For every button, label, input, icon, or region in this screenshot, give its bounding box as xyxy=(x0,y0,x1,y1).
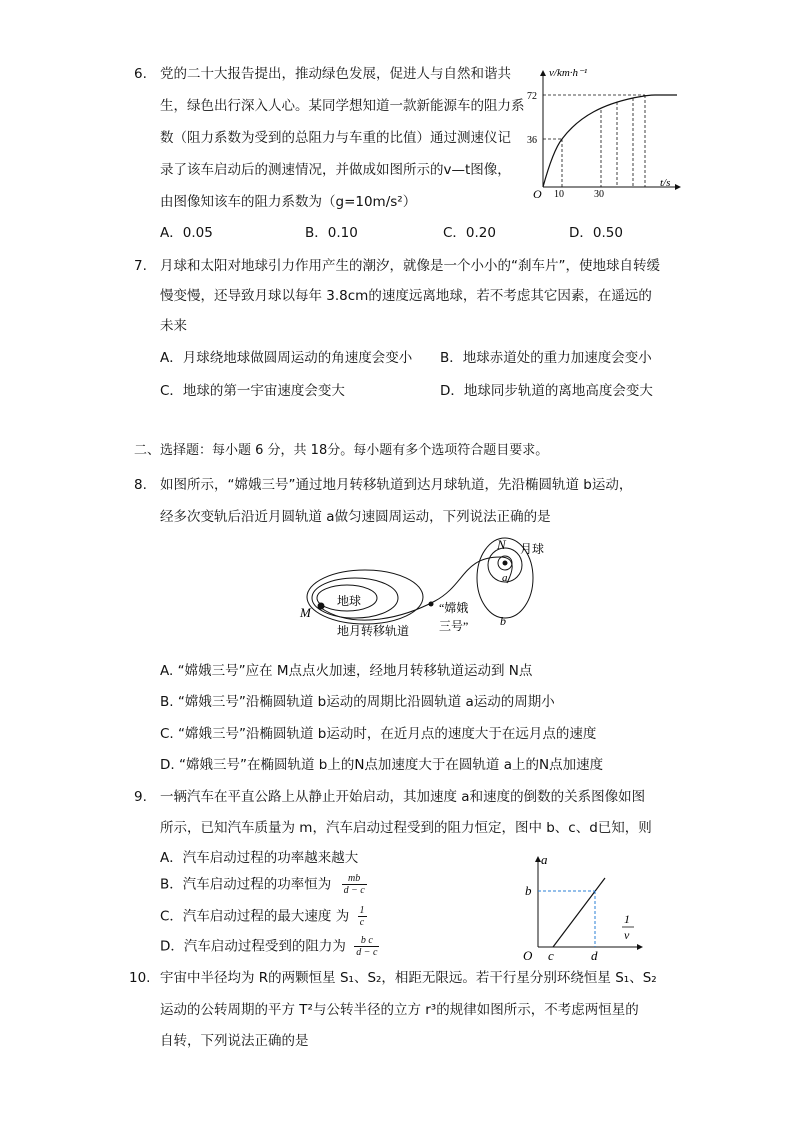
q7-number: 7. xyxy=(134,258,147,274)
q7-option-d[interactable]: D．地球同步轨道的离地高度会变大 xyxy=(440,383,653,399)
q6-option-c[interactable]: C．0.20 xyxy=(443,225,496,241)
q6-option-a[interactable]: A．0.05 xyxy=(160,225,213,241)
fraction-numerator: 1 xyxy=(359,905,365,916)
fraction-denominator: d − c xyxy=(343,885,365,896)
section-2-heading: 二、选择题：每小题 6 分，共 18分。每小题有多个选项符合题目要求。 xyxy=(134,443,549,458)
q6-line-2: 生，绿色出行深入人心。某同学想知道一款新能源车的阻力系 xyxy=(160,98,525,114)
q7-line-2: 慢变慢，还导致月球以每年 3.8cm的速度远离地球，若不考虑其它因素，在遥远的 xyxy=(160,288,652,304)
fraction-numerator: b c xyxy=(354,935,379,947)
q9-option-d[interactable] xyxy=(160,935,379,958)
q6-line-4: 录了该车启动后的测速情况，并做成如图所示的v—t图像， xyxy=(160,162,511,178)
q10-line-3: 自转，下列说法正确的是 xyxy=(160,1033,309,1049)
a-graph xyxy=(515,850,645,965)
label-transfer-orbit: 地月转移轨道 xyxy=(337,624,410,638)
q9-option-c-fraction xyxy=(358,905,367,928)
b-tick-label: b xyxy=(525,883,532,898)
vt-xlabel: t/s xyxy=(660,177,671,189)
q8-option-c[interactable]: C. “嫦娥三号”沿椭圆轨道 b运动时，在近月点的速度大于在远月点的速度 xyxy=(160,726,597,742)
label-moon: 月球 xyxy=(520,542,545,556)
q10-line-1: 宇宙中半径均为 R的两颗恒星 S₁、S₂，相距无限远。若干行星分别环绕恒星 S₁、S₂ xyxy=(160,970,657,986)
q8-option-b[interactable]: B. “嫦娥三号”沿椭圆轨道 b运动的周期比沿圆轨道 a运动的周期小 xyxy=(160,694,555,710)
vt-ytick-72: 72 xyxy=(527,91,537,102)
vt-ylabel: v/km·h⁻¹ xyxy=(549,67,588,79)
q9-option-b-text: B．汽车启动过程的功率恒为 xyxy=(160,876,332,893)
q8-option-d[interactable]: D. “嫦娥三号”在椭圆轨道 b上的N点加速度大于在圆轨道 a上的N点加速度 xyxy=(160,757,604,773)
q9-number: 9. xyxy=(134,789,147,805)
x-axis-numerator: 1 xyxy=(624,912,630,926)
q8-line-1: 如图所示，“嫦娥三号”通过地月转移轨道到达月球轨道，先沿椭圆轨道 b运动， xyxy=(160,477,633,493)
q8-number: 8. xyxy=(134,477,147,493)
label-m: M xyxy=(300,605,311,620)
q9-option-b[interactable] xyxy=(160,873,367,896)
q6-number: 6. xyxy=(134,66,147,82)
fraction-denominator: c xyxy=(359,917,365,928)
q9-line-1: 一辆汽车在平直公路上从静止开始启动，其加速度 a和速度的倒数的关系图像如图 xyxy=(160,789,646,805)
q6-line-1: 党的二十大报告提出，推动绿色发展，促进人与自然和谐共 xyxy=(160,66,511,82)
vt-ytick-36: 36 xyxy=(527,135,537,146)
q6-line-5: 由图像知该车的阻力系数为（g=10m/s²） xyxy=(160,194,417,210)
origin-label: O xyxy=(523,948,533,963)
q10-number: 10. xyxy=(129,970,151,986)
q7-line-3: 未来 xyxy=(160,318,187,334)
label-orbit-a: a xyxy=(502,572,508,584)
orbit-diagram xyxy=(295,535,550,645)
q9-line-2: 所示，已知汽车质量为 m，汽车启动过程受到的阻力恒定，图中 b、c、d已知，则 xyxy=(160,820,652,836)
x-axis-denominator: v xyxy=(624,928,630,942)
q6-line-3: 数（阻力系数为受到的总阻力与车重的比值）通过测速仪记 xyxy=(160,130,511,146)
q7-option-a[interactable]: A．月球绕地球做圆周运动的角速度会变小 xyxy=(160,350,413,366)
label-earth: 地球 xyxy=(337,594,362,608)
q8-option-a[interactable]: A. “嫦娥三号”应在 M点点火加速，经地月转移轨道运动到 N点 xyxy=(160,663,533,679)
d-tick-label: d xyxy=(591,948,598,963)
label-n: N xyxy=(497,537,506,552)
label-craft-2: 三号” xyxy=(439,619,469,633)
q9-option-a[interactable]: A．汽车启动过程的功率越来越大 xyxy=(160,850,359,866)
a-axis-label: a xyxy=(541,852,548,867)
q7-option-b[interactable]: B．地球赤道处的重力加速度会变小 xyxy=(440,350,652,366)
q9-option-c[interactable] xyxy=(160,905,367,928)
c-tick-label: c xyxy=(548,948,554,963)
q6-option-d[interactable]: D．0.50 xyxy=(569,225,623,241)
q10-line-2: 运动的公转周期的平方 T²与公转半径的立方 r³的规律如图所示，不考虑两恒星的 xyxy=(160,1002,639,1018)
q9-option-b-fraction xyxy=(342,873,367,896)
q8-line-2: 经多次变轨后沿近月圆轨道 a做匀速圆周运动，下列说法正确的是 xyxy=(160,509,551,525)
q7-line-1: 月球和太阳对地球引力作用产生的潮汐，就像是一个小小的“刹车片”，使地球自转缓 xyxy=(160,258,660,274)
q7-option-c[interactable]: C．地球的第一宇宙速度会变大 xyxy=(160,383,345,399)
fraction-denominator: d − c xyxy=(356,947,378,958)
q6-option-b[interactable]: B．0.10 xyxy=(305,225,358,241)
vt-xtick-10: 10 xyxy=(554,189,564,200)
label-craft-1: “嫦娥 xyxy=(439,601,469,615)
vt-graph xyxy=(525,60,685,200)
q9-option-c-text: C．汽车启动过程的最大速度 为 xyxy=(160,908,350,925)
label-orbit-b: b xyxy=(500,614,506,628)
q9-option-d-fraction xyxy=(354,935,379,958)
vt-origin: O xyxy=(533,187,542,200)
q9-option-d-text: D．汽车启动过程受到的阻力为 xyxy=(160,938,346,955)
fraction-numerator: mb xyxy=(342,873,367,885)
vt-xtick-30: 30 xyxy=(594,189,604,200)
